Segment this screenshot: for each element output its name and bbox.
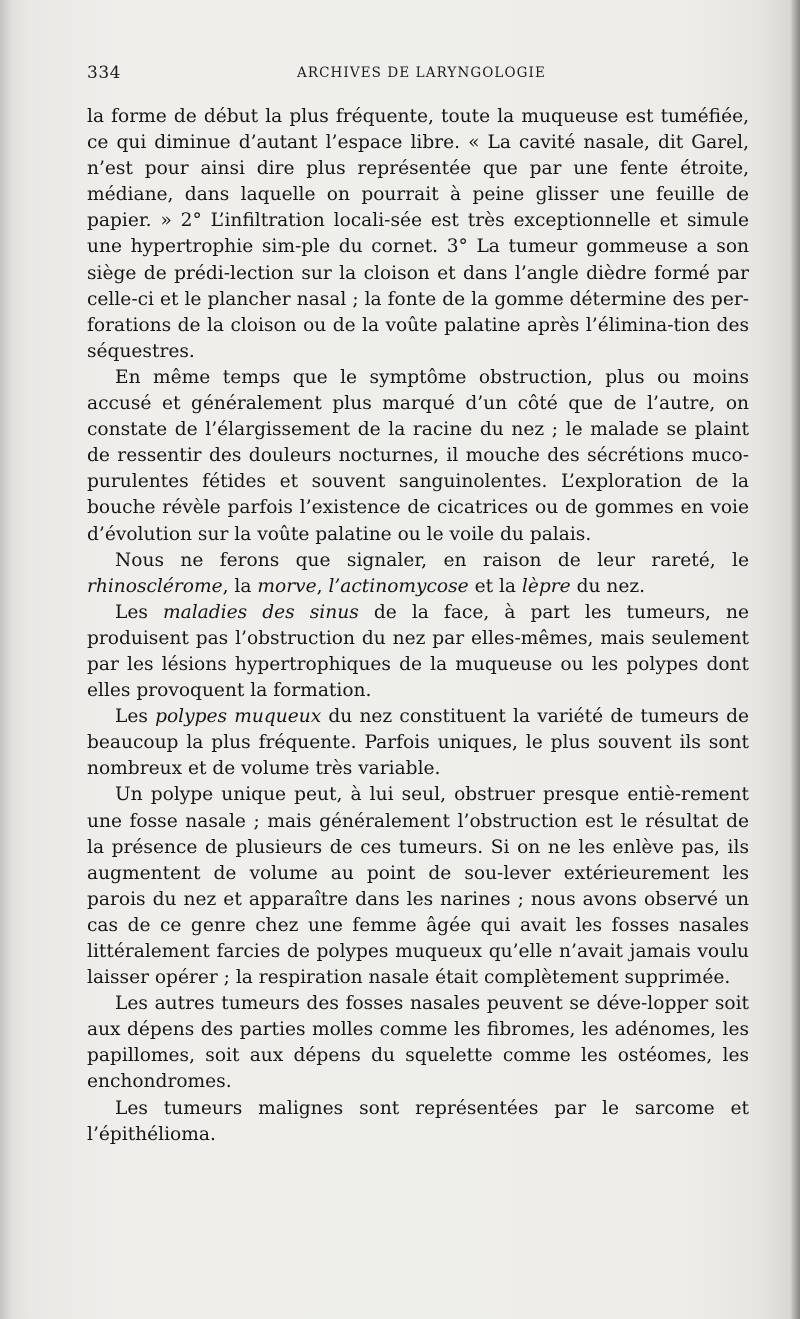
paragraph-other-tumors: Les autres tumeurs des fosses nasales peuvent se déve-lopper soit aux dépens des parties molles comme les fibromes, les adénomes, les papillomes, soit aux dépens du squelette comme les ostéomes, les enchondromes. bbox=[87, 993, 749, 1093]
paragraph-mucous-polyps bbox=[87, 704, 749, 782]
body-text bbox=[87, 104, 749, 1148]
running-title: ARCHIVES DE LARYNGOLOGIE bbox=[297, 65, 546, 81]
paragraph-single-polyp: Un polype unique peut, à lui seul, obstruer presque entiè-rement une fosse nasale ; mais généralement l’obstruction est le résultat de la présence de plusieurs de ces tumeurs. Si on ne les enlève pas, ils augmentent de volume au point de sou-lever extérieurement les parois du nez et apparaître dans les narines ; nous avons observé un cas de ce genre chez une femme âgée qui avait les fosses nasales littéralement farcies de polypes muqueux qu’elle n’avait jamais voulu laisser opérer ; la respiration nasale était complètement supprimée. bbox=[87, 784, 749, 989]
text-run: du nez constituent la variété de tumeurs de beaucoup la plus fréquente. Parfois uniques, le plus souvent ils sont nombreux et de volume très variable. bbox=[87, 706, 749, 780]
term-rhinosclerome: rhinosclérome bbox=[87, 575, 223, 597]
text-run: de la face, à part les tumeurs, ne produisent pas l’obstruction du nez par elles-mêmes, mais seulement par les lésions hypertrophiques de la muqueuse ou les polypes dont elles provoquent la formation. bbox=[87, 601, 749, 702]
term-actinomycose: l’actinomycose bbox=[328, 575, 469, 597]
paragraph-malignant-tumors: Les tumeurs malignes sont représentées par le sarcome et l’épithélioma. bbox=[87, 1097, 749, 1145]
term-lepre: lèpre bbox=[521, 575, 571, 597]
text-run: et la bbox=[468, 575, 522, 597]
paragraph-rare-diseases bbox=[87, 548, 749, 600]
text-run: du nez. bbox=[570, 575, 646, 597]
term-maladies-des-sinus: maladies des sinus bbox=[162, 601, 359, 623]
paragraph-syphilis-forms: la forme de début la plus fréquente, toute la muqueuse est tuméfiée, ce qui diminue d’autant l’espace libre. « La cavité nasale, dit Garel, n’est pour ainsi dire plus représentée que par une fente étroite, médiane, dans laquelle on pourrait à peine glisser une feuille de papier. » 2° L’infiltration locali-sée est très exceptionnelle et simule une hypertrophie sim-ple du cornet. 3° La tumeur gommeuse a son siège de prédi-lection sur la cloison et dans l’angle dièdre formé par celle-ci et le plancher nasal ; la fonte de la gomme détermine des per-forations de la cloison ou de la voûte palatine après l’élimina-tion des séquestres. bbox=[87, 106, 749, 362]
page-header bbox=[87, 63, 747, 87]
page-right-shadow bbox=[790, 0, 800, 1319]
text-run: Les bbox=[115, 706, 156, 728]
text-run: Nous ne ferons que signaler, en raison de leur rareté, le bbox=[115, 549, 749, 571]
text-run: Les bbox=[115, 601, 163, 623]
paragraph-symptoms: En même temps que le symptôme obstruction, plus ou moins accusé et généralement plus marqué d’un côté que de l’autre, on constate de l’élargissement de la racine du nez ; le malade se plaint de ressentir des douleurs nocturnes, il mouche des sécrétions muco-purulentes fétides et souvent sanguinolentes. L’exploration de la bouche révèle parfois l’existence de cicatrices ou de gommes en voie d’évolution sur la voûte palatine ou le voile du palais. bbox=[87, 366, 749, 545]
term-morve: morve bbox=[257, 575, 317, 597]
term-polypes-muqueux: polypes muqueux bbox=[155, 706, 322, 728]
page-left-shadow bbox=[0, 0, 12, 1319]
page-number: 334 bbox=[87, 63, 121, 83]
text-run: , bbox=[316, 575, 329, 597]
paragraph-sinus-diseases bbox=[87, 600, 749, 704]
text-run: , la bbox=[222, 575, 258, 597]
